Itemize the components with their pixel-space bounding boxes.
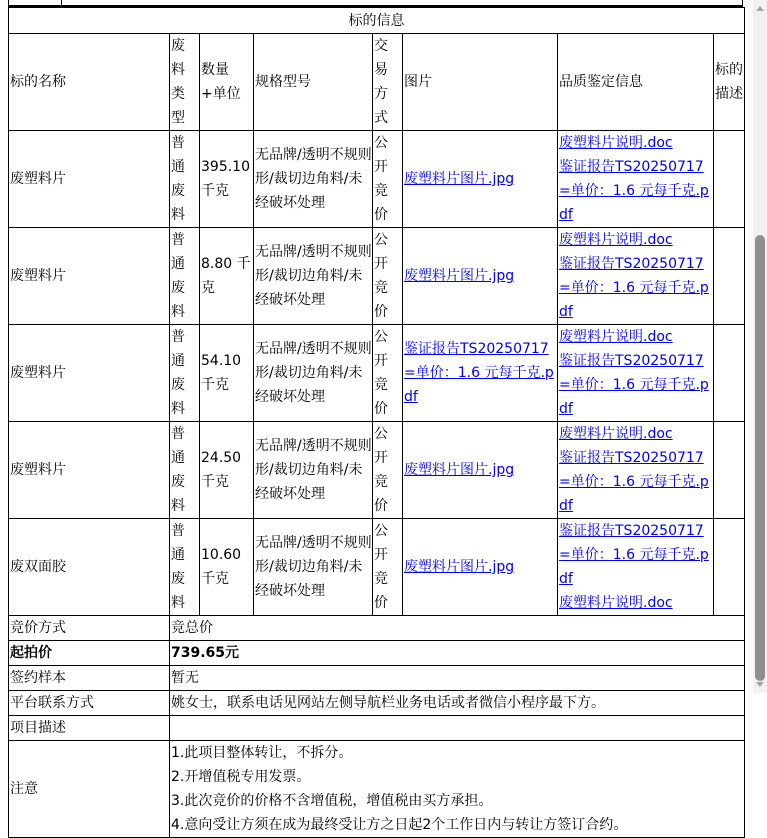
quality-report-link[interactable]: 鉴证报告TS20250717=单价：1.6 元每千克.pdf — [559, 256, 709, 320]
contact-value: 姚女士，联系电话见网站左侧导航栏业务电话或者微信小程序最下方。 — [170, 691, 745, 716]
notes-content — [170, 741, 745, 838]
item-image-cell — [403, 325, 558, 422]
item-description — [714, 228, 745, 325]
item-name: 废塑料片 — [9, 325, 170, 422]
header-quantity-unit: 数量+单位 — [200, 34, 254, 131]
note-item: 3.此次竞价的价格不含增值税，增值税由买方承担。 — [171, 793, 493, 809]
item-quality-cell — [558, 519, 714, 616]
contract-sample-row — [9, 666, 745, 691]
item-trade-method: 公开竞价 — [373, 131, 403, 228]
header-row — [9, 34, 745, 131]
scroll-up-arrow-icon[interactable] — [756, 6, 764, 11]
contact-row — [9, 691, 745, 716]
item-waste-type: 普通废料 — [170, 422, 200, 519]
item-description — [714, 131, 745, 228]
header-quality-info: 品质鉴定信息 — [558, 34, 714, 131]
item-name: 废塑料片 — [9, 422, 170, 519]
header-name: 标的名称 — [9, 34, 170, 131]
quality-report-link[interactable]: 鉴证报告TS20250717=单价：1.6 元每千克.pdf — [559, 523, 709, 587]
table-row — [9, 519, 745, 616]
scrollbar-thumb[interactable] — [755, 235, 765, 681]
item-quality-cell — [558, 422, 714, 519]
item-image-cell — [403, 422, 558, 519]
column-divider — [61, 0, 62, 5]
item-trade-method: 公开竞价 — [373, 325, 403, 422]
item-quality-cell — [558, 131, 714, 228]
quality-doc-link[interactable]: 废塑料片说明.doc — [559, 595, 673, 611]
item-trade-method: 公开竞价 — [373, 422, 403, 519]
project-description-row — [9, 716, 745, 741]
starting-price-value: 739.65元 — [170, 641, 745, 666]
header-spec-model: 规格型号 — [254, 34, 373, 131]
quality-report-link[interactable]: 鉴证报告TS20250717=单价：1.6 元每千克.pdf — [559, 159, 709, 223]
item-description — [714, 422, 745, 519]
item-quantity: 10.60 千克 — [200, 519, 254, 616]
quality-report-link[interactable]: 鉴证报告TS20250717=单价：1.6 元每千克.pdf — [559, 353, 709, 417]
quality-doc-link[interactable]: 废塑料片说明.doc — [559, 426, 673, 442]
item-name: 废塑料片 — [9, 131, 170, 228]
notes-row — [9, 741, 745, 838]
note-item: 1.此项目整体转让，不拆分。 — [171, 745, 353, 761]
item-quality-cell — [558, 325, 714, 422]
header-image: 图片 — [403, 34, 558, 131]
project-description-label: 项目描述 — [9, 716, 170, 741]
item-image-cell — [403, 131, 558, 228]
contract-sample-value: 暂无 — [170, 666, 745, 691]
bid-method-label: 竞价方式 — [9, 616, 170, 641]
item-spec: 无品牌/透明不规则形/裁切边角料/未经破坏处理 — [254, 325, 373, 422]
item-quantity: 395.10 千克 — [200, 131, 254, 228]
scroll-down-arrow-icon[interactable] — [756, 682, 764, 687]
image-link[interactable]: 废塑料片图片.jpg — [404, 268, 515, 284]
bid-method-row — [9, 616, 745, 641]
vertical-scrollbar[interactable] — [753, 0, 767, 693]
item-quantity: 54.10 千克 — [200, 325, 254, 422]
item-quantity: 8.80 千克 — [200, 228, 254, 325]
item-spec: 无品牌/透明不规则形/裁切边角料/未经破坏处理 — [254, 519, 373, 616]
item-waste-type: 普通废料 — [170, 325, 200, 422]
item-spec: 无品牌/透明不规则形/裁切边角料/未经破坏处理 — [254, 422, 373, 519]
item-trade-method: 公开竞价 — [373, 228, 403, 325]
item-image-cell — [403, 519, 558, 616]
note-item: 4.意向受让方须在成为最终受让方之日起2个工作日内与转让方签订合约。 — [171, 817, 628, 833]
item-quantity: 24.50 千克 — [200, 422, 254, 519]
header-description: 标的描述 — [714, 34, 745, 131]
item-description — [714, 519, 745, 616]
image-link[interactable]: 废塑料片图片.jpg — [404, 462, 515, 478]
item-waste-type: 普通废料 — [170, 519, 200, 616]
contact-label: 平台联系方式 — [9, 691, 170, 716]
table-row — [9, 131, 745, 228]
item-image-cell — [403, 228, 558, 325]
item-waste-type: 普通废料 — [170, 131, 200, 228]
section-title: 标的信息 — [9, 8, 745, 34]
quality-doc-link[interactable]: 废塑料片说明.doc — [559, 232, 673, 248]
item-quality-cell — [558, 228, 714, 325]
starting-price-row — [9, 641, 745, 666]
contract-sample-label: 签约样本 — [9, 666, 170, 691]
table-row — [9, 422, 745, 519]
quality-doc-link[interactable]: 废塑料片说明.doc — [559, 135, 673, 151]
image-link[interactable]: 废塑料片图片.jpg — [404, 559, 515, 575]
project-description-value — [170, 716, 745, 741]
image-link[interactable]: 废塑料片图片.jpg — [404, 171, 515, 187]
item-waste-type: 普通废料 — [170, 228, 200, 325]
table-row — [9, 228, 745, 325]
item-description — [714, 325, 745, 422]
quality-doc-link[interactable]: 废塑料片说明.doc — [559, 329, 673, 345]
item-name: 废双面胶 — [9, 519, 170, 616]
lot-info-table — [8, 7, 745, 838]
header-waste-type: 废料类型 — [170, 34, 200, 131]
header-trade-method: 交易方式 — [373, 34, 403, 131]
previous-table-bottom — [8, 0, 743, 7]
item-name: 废塑料片 — [9, 228, 170, 325]
bid-method-value: 竞总价 — [170, 616, 745, 641]
table-row — [9, 325, 745, 422]
note-item: 2.开增值税专用发票。 — [171, 769, 311, 785]
item-spec: 无品牌/透明不规则形/裁切边角料/未经破坏处理 — [254, 131, 373, 228]
item-spec: 无品牌/透明不规则形/裁切边角料/未经破坏处理 — [254, 228, 373, 325]
image-link[interactable]: 鉴证报告TS20250717=单价：1.6 元每千克.pdf — [404, 341, 554, 405]
notes-label: 注意 — [9, 741, 170, 838]
item-trade-method: 公开竞价 — [373, 519, 403, 616]
quality-report-link[interactable]: 鉴证报告TS20250717=单价：1.6 元每千克.pdf — [559, 450, 709, 514]
starting-price-label: 起拍价 — [9, 641, 170, 666]
